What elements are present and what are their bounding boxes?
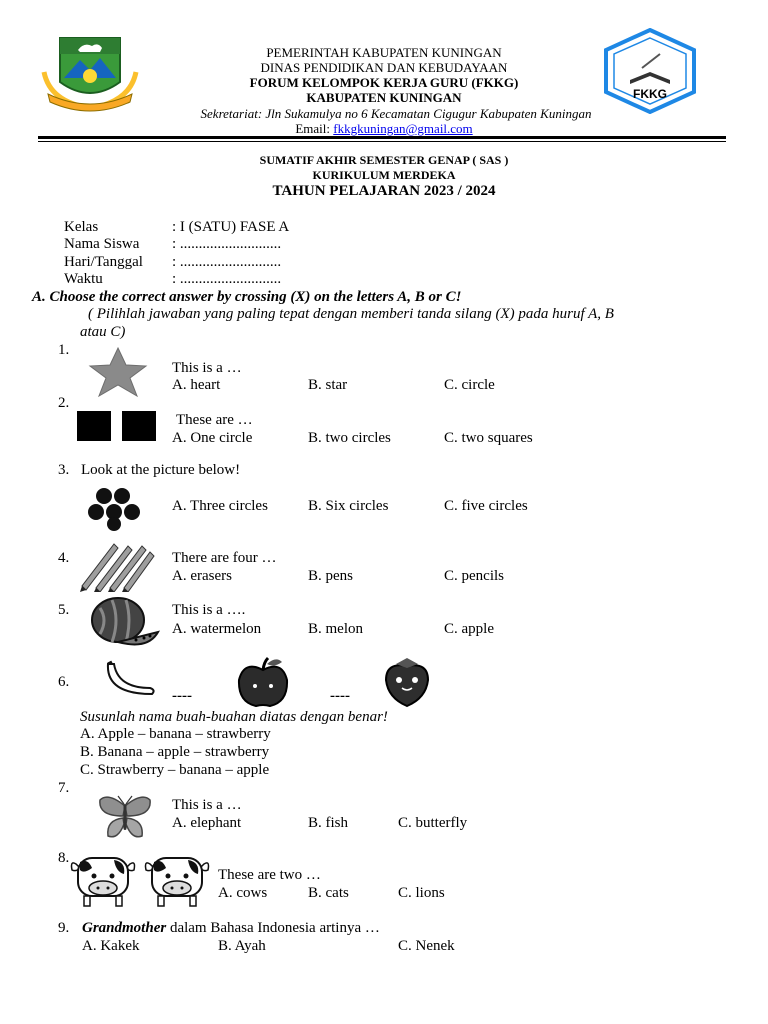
q4-number: 4.	[58, 550, 70, 566]
hari-label: Hari/Tanggal	[64, 254, 143, 270]
pencils-picture	[78, 542, 156, 592]
strawberry-picture	[380, 654, 434, 708]
section-a-instruction: A. Choose the correct answer by crossing (X) on the letters A, B or C!	[32, 289, 462, 305]
cow-picture-1	[70, 854, 136, 908]
email-label: Email:	[295, 121, 334, 136]
q1-option-a[interactable]: A. heart	[172, 377, 221, 393]
nama-label: Nama Siswa	[64, 236, 140, 252]
q2-stem: These are …	[176, 412, 253, 428]
q7-option-b[interactable]: B. fish	[308, 815, 349, 831]
fkkg-logo	[602, 28, 698, 114]
q8-stem: These are two …	[218, 867, 321, 883]
q3-option-b[interactable]: B. Six circles	[308, 498, 389, 514]
header-rule-thick	[38, 136, 726, 139]
q6-number: 6.	[58, 674, 70, 690]
q5-option-b[interactable]: B. melon	[308, 621, 363, 637]
header-address: Sekretariat: Jln Sukamulya no 6 Kecamatan Cigugur Kabupaten Kuningan	[200, 106, 592, 121]
q7-number: 7.	[58, 780, 70, 796]
watermelon-picture	[88, 596, 160, 648]
q9-option-c[interactable]: C. Nenek	[398, 938, 455, 954]
q4-option-b[interactable]: B. pens	[308, 568, 353, 584]
header-email-line	[0, 122, 768, 136]
q9-stem-rest: dalam Bahasa Indonesia artinya …	[166, 920, 380, 936]
butterfly-picture	[96, 792, 154, 842]
star-picture	[82, 346, 154, 398]
q1-number: 1.	[58, 342, 70, 358]
email-link[interactable]: fkkgkuningan@gmail.com	[333, 121, 473, 136]
q8-option-b[interactable]: B. cats	[308, 885, 349, 901]
q6-option-c[interactable]: C. Strawberry – banana – apple	[80, 762, 270, 778]
header-government: PEMERINTAH KABUPATEN KUNINGAN	[266, 45, 502, 60]
kelas-label: Kelas	[64, 219, 99, 235]
header-forum: FORUM KELOMPOK KERJA GURU (FKKG)	[249, 75, 519, 90]
nama-field[interactable]: : ...........................	[172, 236, 282, 252]
exam-title: SUMATIF AKHIR SEMESTER GENAP ( SAS )	[259, 153, 509, 167]
q2-number: 2.	[58, 395, 70, 411]
fkkg-logo-text: FKKG	[633, 87, 667, 101]
header-regency: KABUPATEN KUNINGAN	[306, 90, 462, 105]
kelas-value: : I (SATU) FASE A	[172, 219, 290, 235]
q6-stem: Susunlah nama buah-buahan diatas dengan benar!	[80, 709, 388, 725]
q7-option-a[interactable]: A. elephant	[172, 815, 242, 831]
q3-number: 3.	[58, 462, 70, 478]
q3-option-c[interactable]: C. five circles	[444, 498, 528, 514]
waktu-field[interactable]: : ...........................	[172, 271, 282, 287]
q4-stem: There are four …	[172, 550, 277, 566]
q3-stem: Look at the picture below!	[81, 462, 241, 478]
q2-option-c[interactable]: C. two squares	[444, 430, 533, 446]
q8-option-c[interactable]: C. lions	[398, 885, 445, 901]
cow-picture-2	[144, 854, 210, 908]
q8-option-a[interactable]: A. cows	[218, 885, 268, 901]
q8-number: 8.	[58, 850, 70, 866]
q4-option-a[interactable]: A. erasers	[172, 568, 232, 584]
q2-option-a[interactable]: A. One circle	[172, 430, 253, 446]
q9-stem	[82, 920, 380, 937]
q1-option-c[interactable]: C. circle	[444, 377, 495, 393]
q7-stem: This is a …	[172, 797, 242, 813]
hari-field[interactable]: : ...........................	[172, 254, 282, 270]
q5-number: 5.	[58, 602, 70, 618]
q6-dash-2: ----	[330, 688, 350, 704]
q6-option-a[interactable]: A. Apple – banana – strawberry	[80, 726, 271, 742]
header-rule-thin	[38, 141, 726, 142]
q5-stem: This is a ….	[172, 602, 246, 618]
q9-option-a[interactable]: A. Kakek	[82, 938, 140, 954]
section-a-translation-1: ( Pilihlah jawaban yang paling tepat dengan memberi tanda silang (X) pada huruf A, B	[88, 306, 614, 322]
q7-option-c[interactable]: C. butterfly	[398, 815, 468, 831]
banana-picture	[102, 660, 158, 700]
q5-option-a[interactable]: A. watermelon	[172, 621, 262, 637]
q3-option-a[interactable]: A. Three circles	[172, 498, 268, 514]
q9-option-b[interactable]: B. Ayah	[218, 938, 266, 954]
two-squares-picture	[76, 410, 160, 442]
q9-stem-keyword: Grandmother	[82, 920, 167, 936]
q2-option-b[interactable]: B. two circles	[308, 430, 391, 446]
q1-stem: This is a …	[172, 360, 242, 376]
q6-dash-1: ----	[172, 688, 192, 704]
q9-number: 9.	[58, 920, 70, 936]
q1-option-b[interactable]: B. star	[308, 377, 348, 393]
q6-option-b[interactable]: B. Banana – apple – strawberry	[80, 744, 270, 760]
q4-option-c[interactable]: C. pencils	[444, 568, 504, 584]
header-department: DINAS PENDIDIKAN DAN KEBUDAYAAN	[260, 60, 508, 75]
exam-curriculum: KURIKULUM MERDEKA	[312, 168, 456, 182]
five-circles-picture	[86, 486, 142, 532]
apple-picture	[234, 656, 292, 708]
exam-year: TAHUN PELAJARAN 2023 / 2024	[272, 183, 496, 199]
section-a-translation-2: atau C)	[80, 324, 126, 340]
q5-option-c[interactable]: C. apple	[444, 621, 494, 637]
waktu-label: Waktu	[64, 271, 103, 287]
